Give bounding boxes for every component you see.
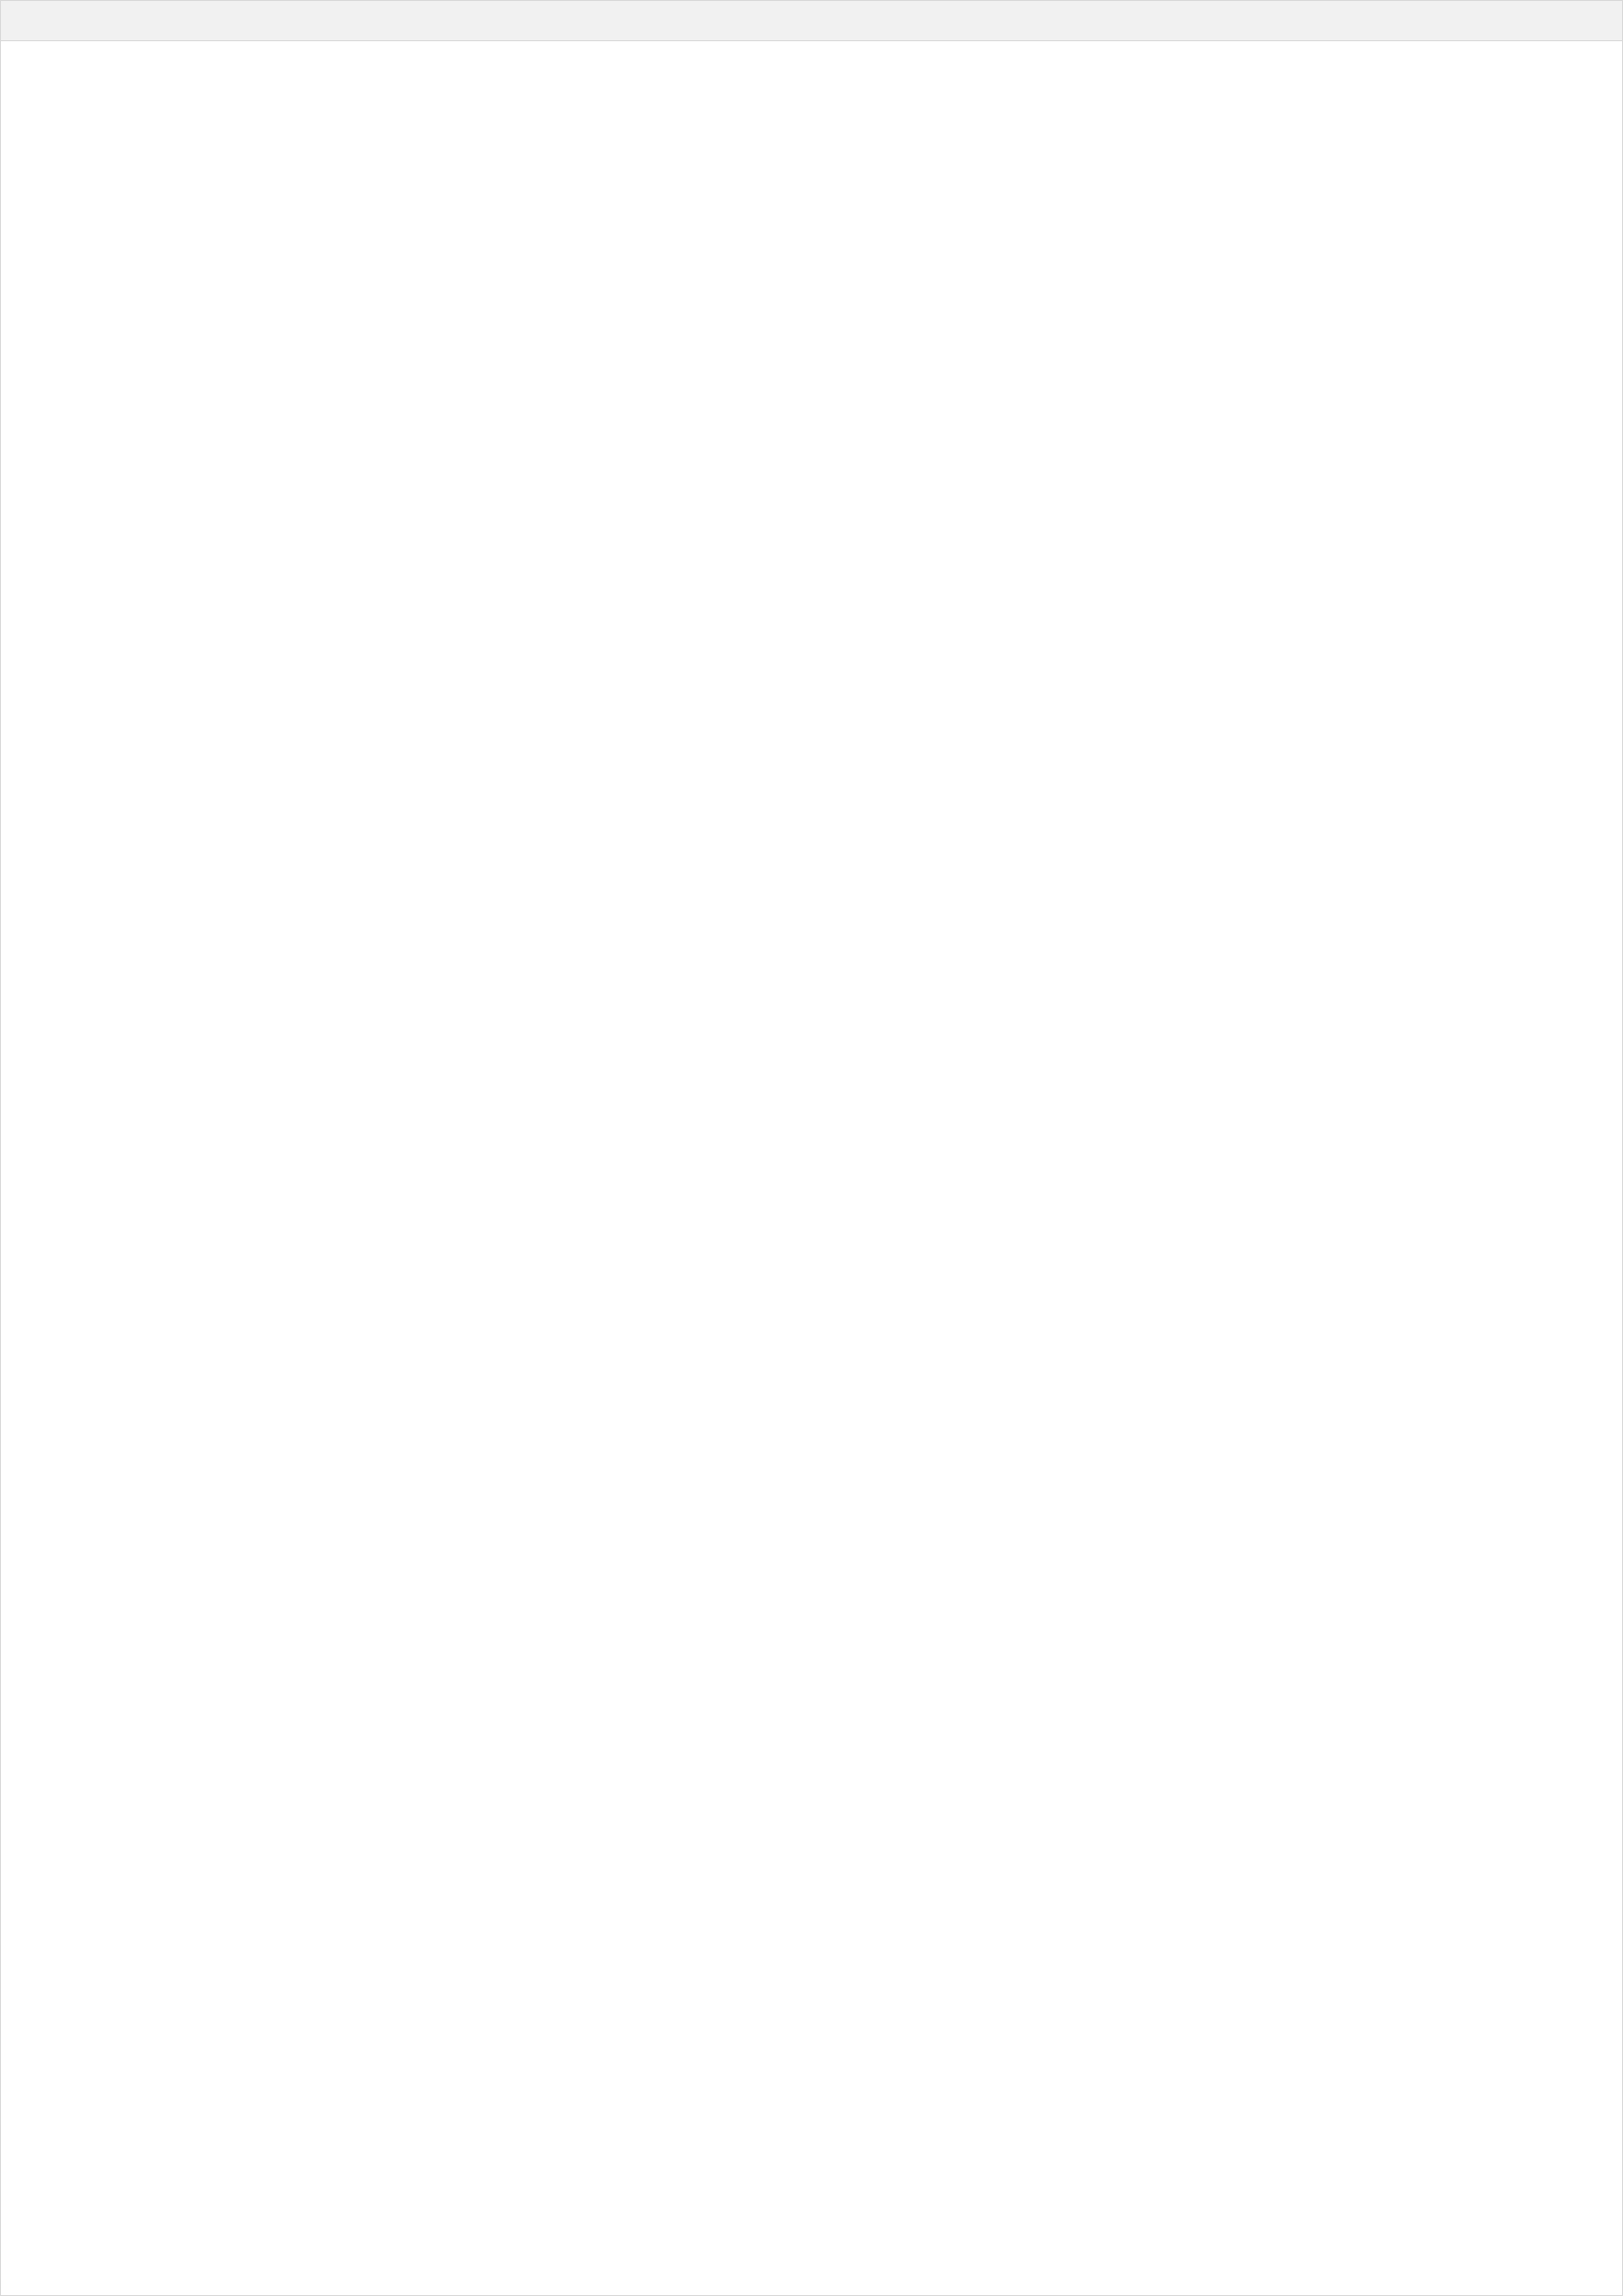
title-bar bbox=[1, 1, 1622, 41]
content-area bbox=[1, 41, 1622, 2295]
